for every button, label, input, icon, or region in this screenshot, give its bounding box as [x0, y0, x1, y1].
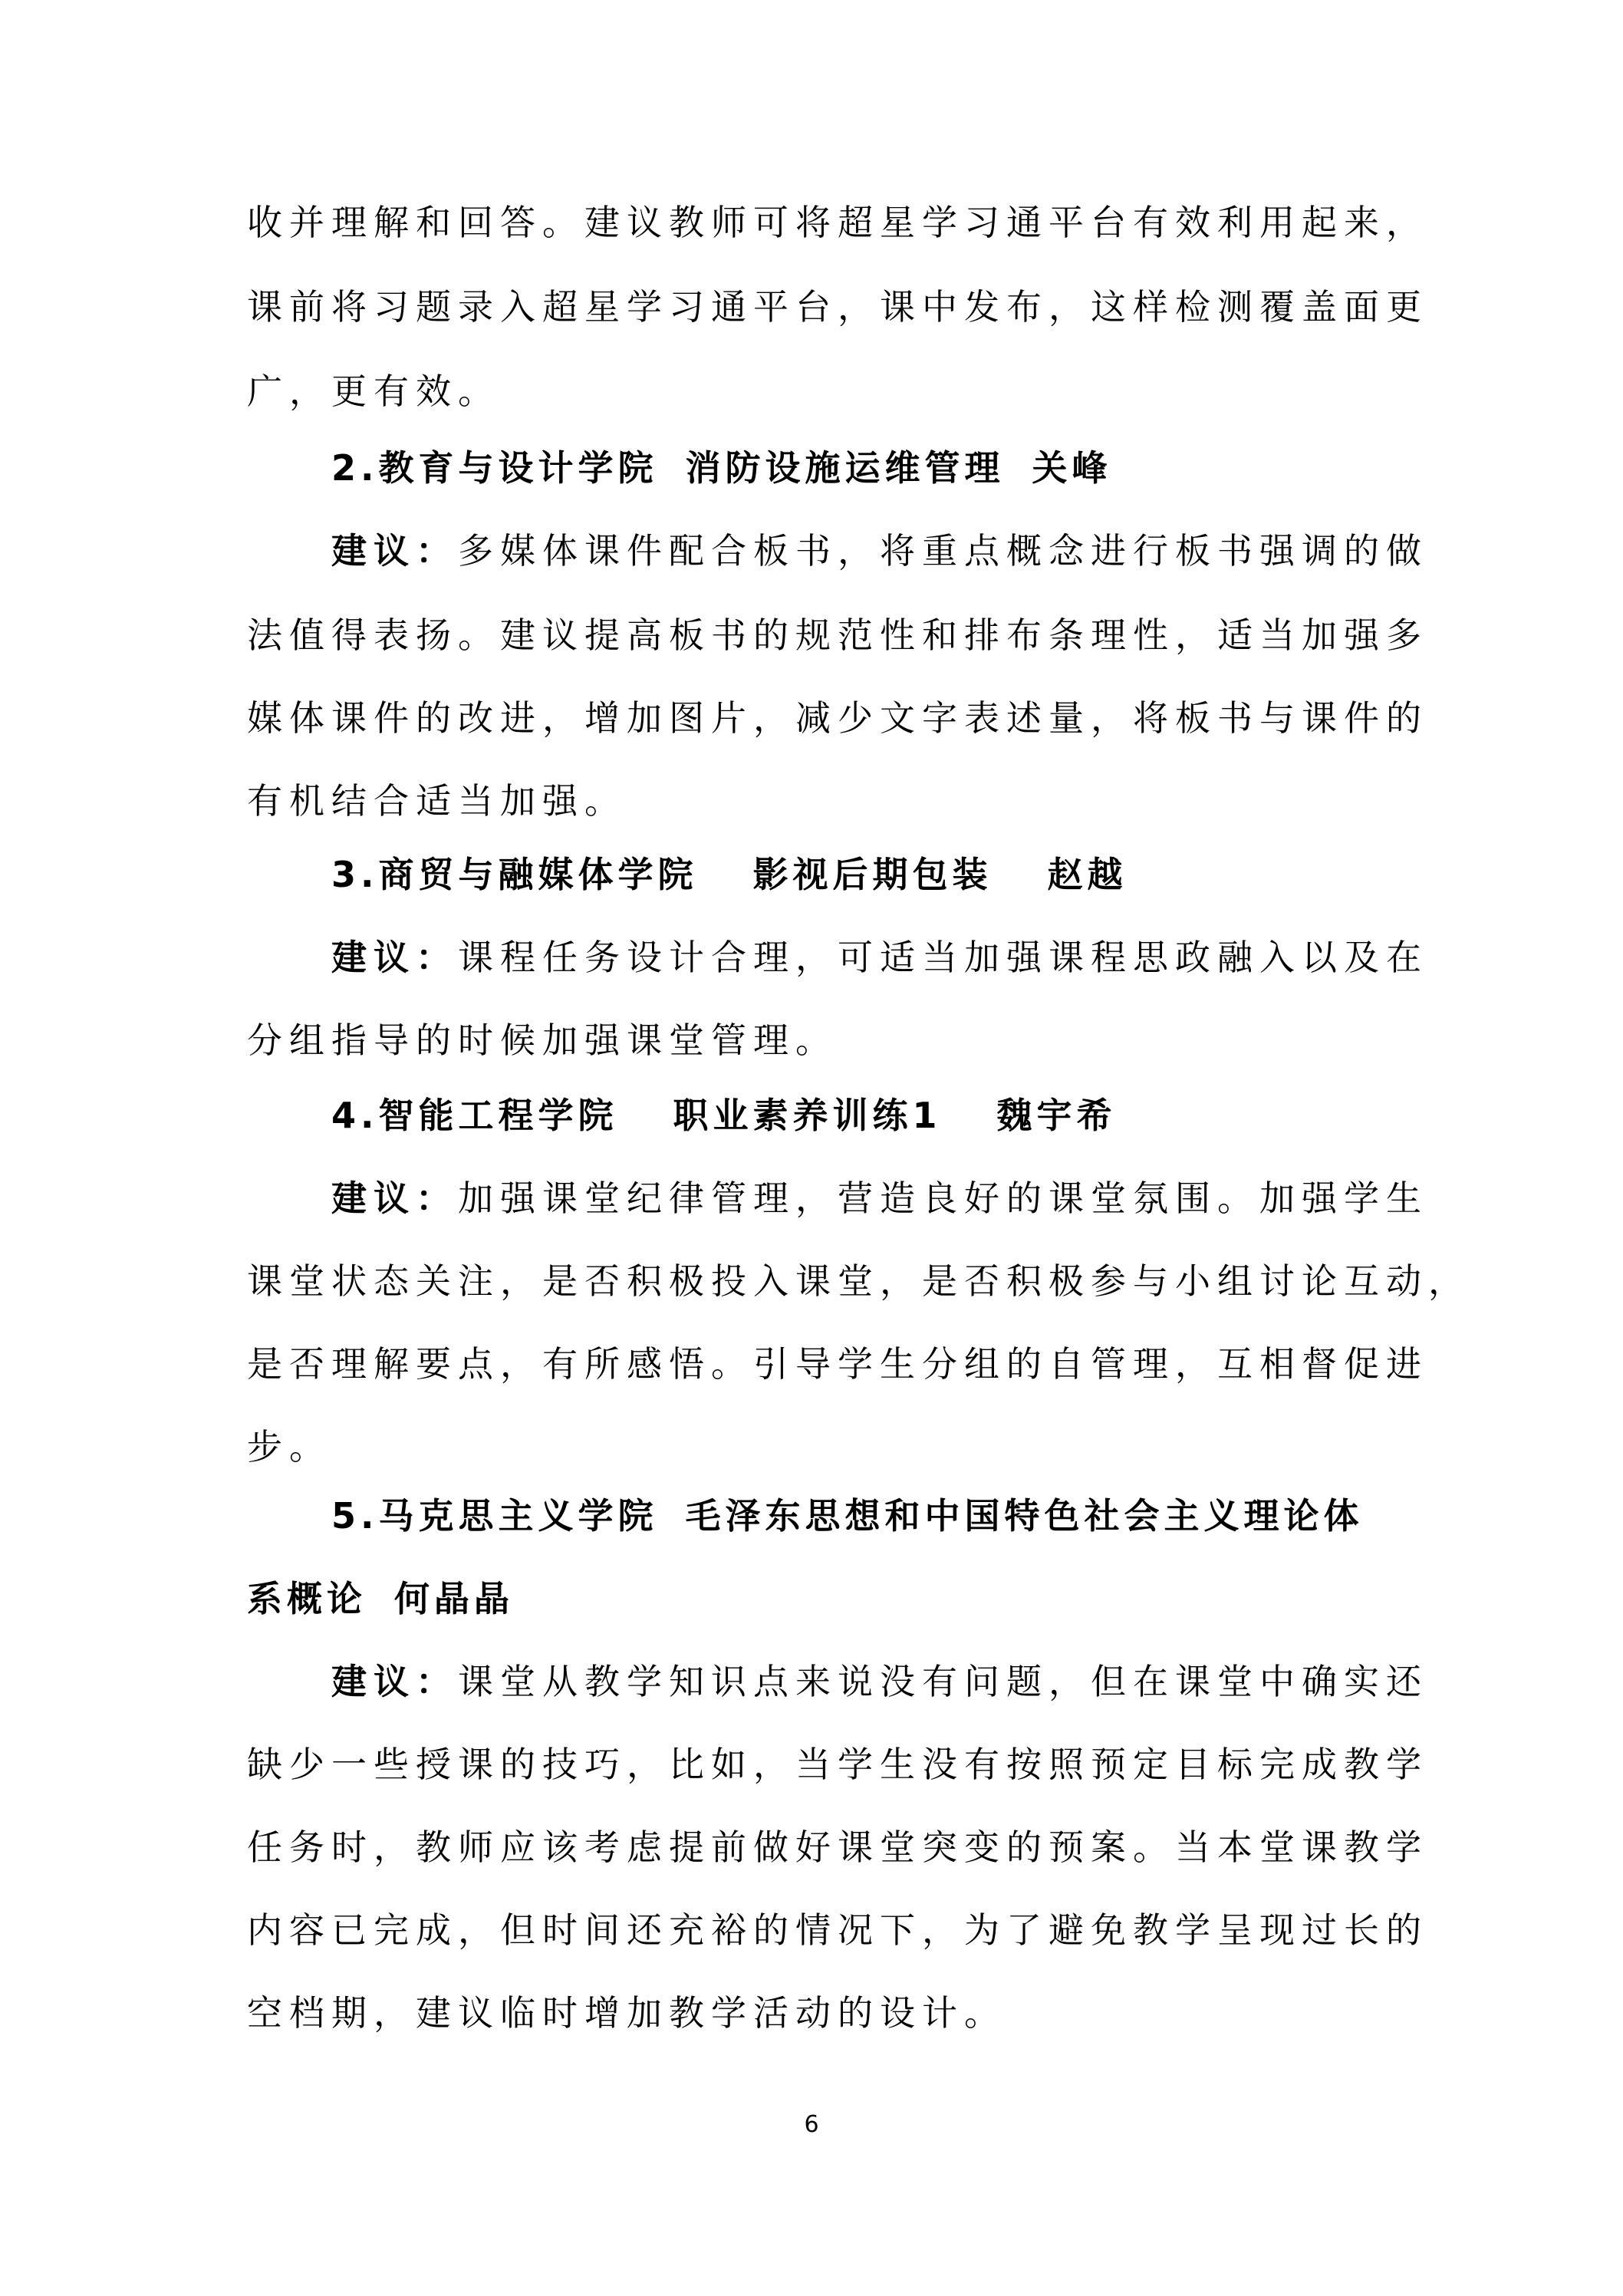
section-2-line-3: 媒体课件的改进，增加图片，减少文字表述量，将板书与课件的: [247, 697, 1428, 739]
suggestion-label: 建议：: [331, 530, 458, 572]
section-3-heading: [331, 852, 1482, 898]
section-4-line-4: 步。: [247, 1426, 331, 1468]
course-name: 消防设施运维管理: [685, 447, 1005, 489]
suggestion-text: 课堂从教学知识点来说没有问题，但在课堂中确实还: [458, 1661, 1428, 1702]
suggestion-label: 建议：: [331, 937, 458, 978]
course-name: 影视后期包装: [752, 854, 993, 895]
section-number: 3.: [331, 854, 379, 895]
course-name-part-1: 毛泽东思想和中国特色社会主义理论体: [685, 1495, 1364, 1537]
section-4-heading: [331, 1092, 1482, 1138]
suggestion-text: 加强课堂纪律管理，营造良好的课堂氛围。加强学生: [458, 1178, 1428, 1219]
college-name: 马克思主义学院: [378, 1495, 658, 1537]
teacher-name: 赵越: [1047, 854, 1128, 895]
section-number: 4.: [331, 1095, 379, 1136]
section-5-line-3: 任务时，教师应该考虑提前做好课堂突变的预案。当本堂课教学: [247, 1827, 1428, 1868]
college-name: 教育与设计学院: [378, 447, 658, 489]
college-name: 智能工程学院: [378, 1095, 618, 1136]
section-5-heading-line-1: [331, 1493, 1482, 1539]
teacher-name: 关峰: [1032, 447, 1112, 489]
intro-line-1: 收并理解和回答。建议教师可将超星学习通平台有效利用起来，: [247, 202, 1428, 243]
section-3-line-2: 分组指导的时候加强课堂管理。: [247, 1020, 838, 1061]
section-number: 2.: [331, 447, 379, 489]
section-5-suggestion-first-line: [331, 1659, 1482, 1705]
teacher-name: 何晶晶: [394, 1578, 514, 1619]
section-4-line-2: 课堂状态关注，是否积极投入课堂，是否积极参与小组讨论互动，: [247, 1260, 1470, 1302]
section-2-suggestion-first-line: [331, 528, 1482, 574]
section-5-line-2: 缺少一些授课的技巧，比如，当学生没有按照预定目标完成教学: [247, 1744, 1428, 1785]
course-name: 职业素养训练1: [673, 1095, 942, 1136]
section-3-suggestion-first-line: [331, 934, 1482, 980]
intro-line-3: 广，更有效。: [247, 371, 500, 412]
course-name-part-2: 系概论: [247, 1578, 367, 1619]
section-5-line-5: 空档期，建议临时增加教学活动的设计。: [247, 1992, 1006, 2034]
section-2-line-4: 有机结合适当加强。: [247, 780, 627, 822]
college-name: 商贸与融媒体学院: [378, 854, 698, 895]
intro-line-2: 课前将习题录入超星学习通平台，课中发布，这样检测覆盖面更: [247, 286, 1428, 328]
section-5-line-4: 内容已完成，但时间还充裕的情况下，为了避免教学呈现过长的: [247, 1909, 1428, 1951]
suggestion-text: 多媒体课件配合板书，将重点概念进行板书强调的做: [458, 530, 1428, 572]
section-number: 5.: [331, 1495, 379, 1537]
teacher-name: 魏宇希: [996, 1095, 1117, 1136]
section-2-line-2: 法值得表扬。建议提高板书的规范性和排布条理性，适当加强多: [247, 614, 1428, 656]
section-5-heading-line-2: [247, 1576, 1397, 1622]
page-number: 6: [804, 2111, 819, 2138]
section-2-heading: [331, 445, 1482, 491]
suggestion-label: 建议：: [331, 1661, 458, 1702]
suggestion-text: 课程任务设计合理，可适当加强课程思政融入以及在: [458, 937, 1428, 978]
section-4-line-3: 是否理解要点，有所感悟。引导学生分组的自管理，互相督促进: [247, 1343, 1428, 1385]
section-4-suggestion-first-line: [331, 1175, 1482, 1221]
suggestion-label: 建议：: [331, 1178, 458, 1219]
